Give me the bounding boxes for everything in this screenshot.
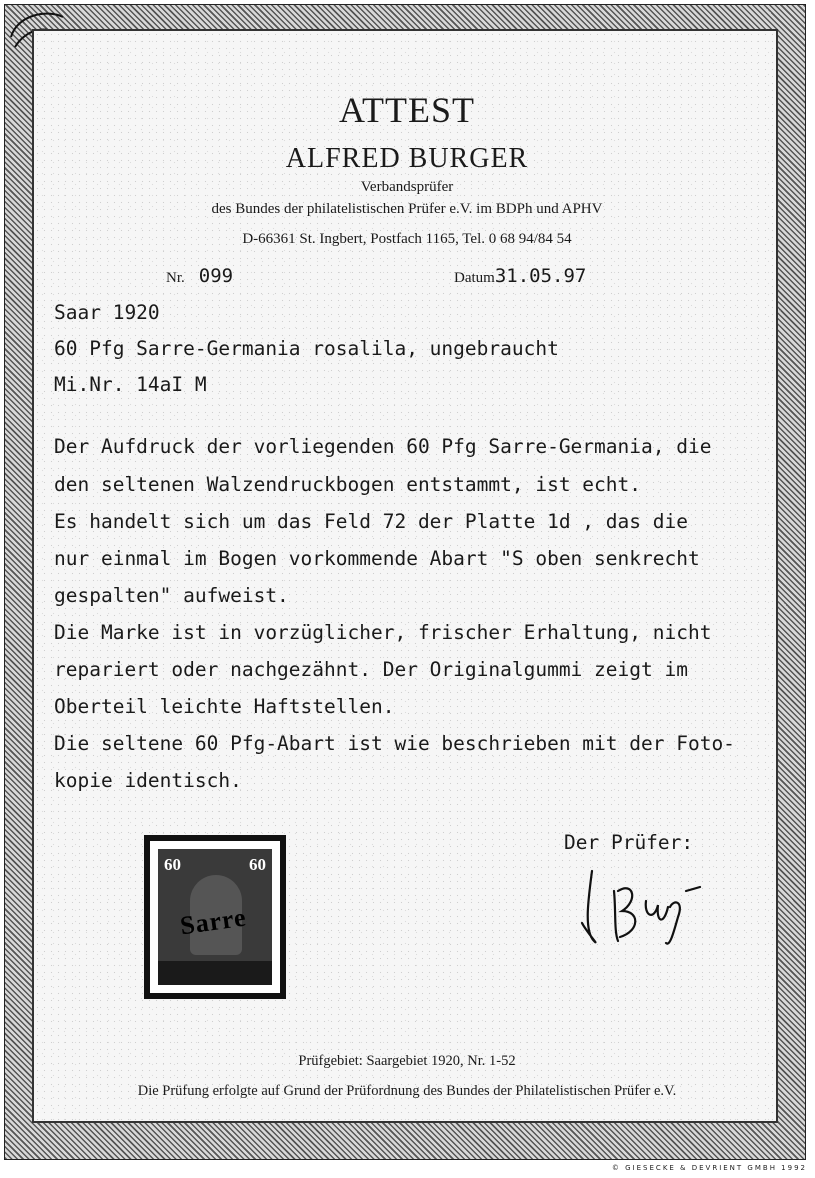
body-line: repariert oder nachgezähnt. Der Originalgummi zeigt im	[54, 658, 688, 681]
number-label: Nr.	[166, 270, 185, 286]
stamp-value-left: 60	[164, 855, 181, 874]
body-line: Oberteil leichte Haftstellen.	[54, 695, 395, 718]
body-line: Die Marke ist in vorzüglicher, frischer Erhaltung, nicht	[54, 621, 712, 644]
body-line: 60 Pfg Sarre-Germania rosalila, ungebraucht	[54, 337, 559, 360]
examination-scope: Prüfgebiet: Saargebiet 1920, Nr. 1-52	[298, 1053, 516, 1069]
signature	[574, 861, 704, 951]
certificate-number	[166, 265, 233, 287]
body-line: den seltenen Walzendruckbogen entstammt, ist echt.	[54, 473, 641, 496]
body-line: gespalten" aufweist.	[54, 584, 289, 607]
certificate-border	[4, 4, 806, 1160]
examiner-label: Der Prüfer:	[564, 831, 694, 854]
body-line: Der Aufdruck der vorliegenden 60 Pfg Sarre-Germania, die	[54, 435, 712, 458]
examiner-association: des Bundes der philatelistischen Prüfer e.V. im BDPh und APHV	[211, 201, 603, 217]
body-line: kopie identisch.	[54, 769, 242, 792]
body-line: Es handelt sich um das Feld 72 der Platte 1d , das die	[54, 510, 688, 533]
examiner-role: Verbandsprüfer	[360, 179, 454, 195]
body-line: nur einmal im Bogen vorkommende Abart "S oben senkrecht	[54, 547, 700, 570]
copyright-notice: © GIESECKE & DEVRIENT GMBH 1992	[611, 1164, 807, 1172]
date-value: 31.05.97	[494, 265, 587, 287]
date-label: Datum	[454, 270, 495, 286]
stamp-value-right: 60	[249, 855, 266, 874]
body-line: Die seltene 60 Pfg-Abart ist wie beschrieben mit der Foto-	[54, 732, 735, 755]
certificate-paper	[32, 29, 778, 1123]
certificate-title: ATTEST	[339, 90, 475, 130]
examiner-name: ALFRED BURGER	[285, 143, 529, 174]
certificate-date	[454, 265, 586, 287]
stamp-photo	[144, 835, 286, 999]
number-value: 099	[198, 265, 234, 287]
examiner-address: D-66361 St. Ingbert, Postfach 1165, Tel. 0 68 94/84 54	[242, 231, 572, 247]
body-line: Saar 1920	[54, 301, 160, 324]
examination-note: Die Prüfung erfolgte auf Grund der Prüfordnung des Bundes der Philatelistischen Prüfer e.V.	[137, 1083, 677, 1099]
body-line: Mi.Nr. 14aI M	[54, 373, 207, 396]
stamp-overprint: Sarre	[178, 902, 249, 941]
